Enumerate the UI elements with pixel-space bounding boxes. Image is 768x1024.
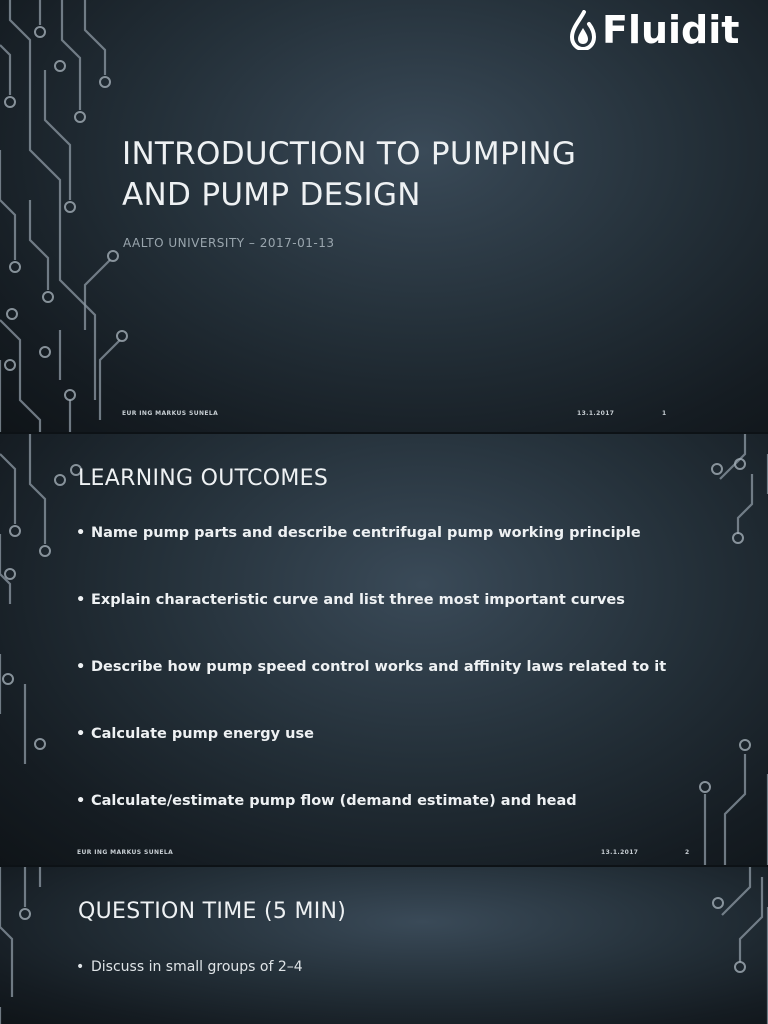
footer-page-number: 1 [662,410,667,417]
list-item: • Explain characteristic curve and list three most important curves [76,592,666,659]
circuit-decoration-right [690,434,768,865]
slide-heading: QUESTION TIME (5 MIN) [78,899,347,924]
footer-date: 13.1.2017 [601,849,639,856]
footer-date: 13.1.2017 [577,410,615,417]
circuit-decoration-left [0,867,60,1024]
slide-1 [0,0,768,432]
logo-wordmark: Fluidit [602,8,740,52]
list-item: • Calculate pump energy use [76,726,666,793]
slide-heading: LEARNING OUTCOMES [78,466,329,491]
title-line-1: INTRODUCTION TO PUMPING [122,136,577,172]
slide-title [122,134,576,216]
list-item: • Describe how pump speed control works and affinity laws related to it [76,659,666,726]
slide-3 [0,867,768,1024]
list-item: • Discuss in small groups of 2–4 [76,959,303,975]
slide-2 [0,434,768,865]
fluidit-logo [566,8,739,52]
slide-subtitle: AALTO UNIVERSITY – 2017-01-13 [123,236,335,250]
question-list [76,959,303,975]
water-drop-icon [566,10,598,50]
title-line-2: AND PUMP DESIGN [122,177,421,213]
learning-outcomes-list [76,525,666,860]
list-item: • Name pump parts and describe centrifugal pump working principle [76,525,666,592]
list-item: • Calculate/estimate pump flow (demand estimate) and head [76,793,666,860]
footer-author: EUR ING MARKUS SUNELA [77,849,174,856]
circuit-decoration-left [0,0,170,432]
footer-page-number: 2 [685,849,690,856]
footer-author: EUR ING MARKUS SUNELA [122,410,219,417]
circuit-decoration-right [700,867,768,1024]
